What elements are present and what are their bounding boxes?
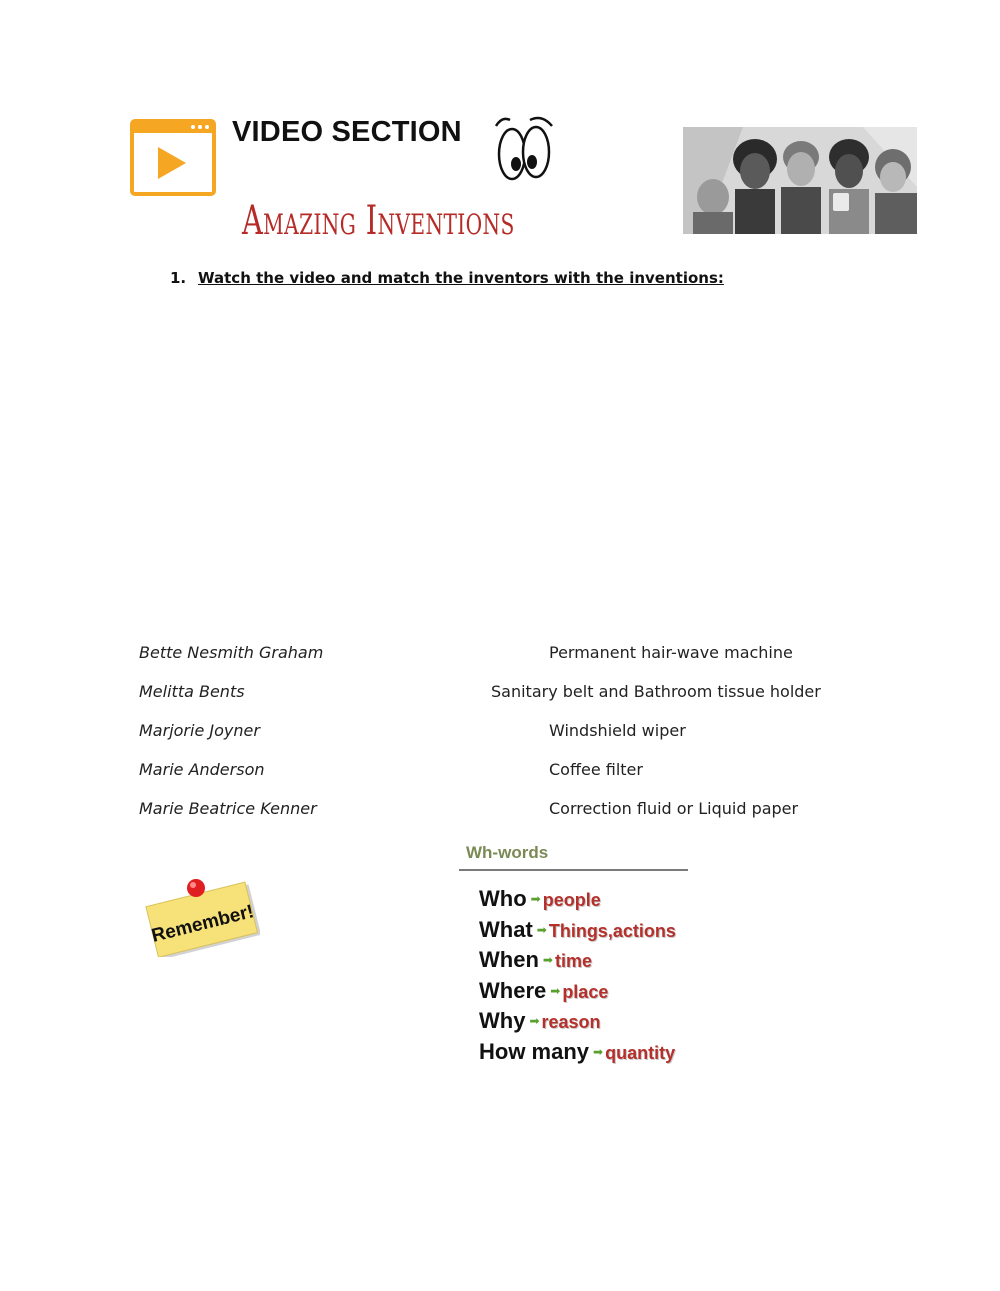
- wh-word: Where: [479, 978, 547, 1003]
- instruction-number: 1.: [170, 269, 187, 287]
- women-inventors-illustration: [683, 127, 917, 234]
- wh-word-row: [479, 947, 592, 973]
- remember-note-text: Remember!: [149, 901, 257, 947]
- arrow-right-icon: ➡: [529, 1014, 540, 1028]
- pin-icon: [187, 879, 205, 897]
- arrow-right-icon: ➡: [530, 892, 541, 906]
- wh-meaning: place: [562, 982, 609, 1002]
- invention-item: Correction fluid or Liquid paper: [549, 799, 799, 818]
- wh-meaning: reason: [541, 1012, 601, 1032]
- divider: [459, 869, 688, 871]
- invention-item: Coffee filter: [549, 760, 643, 779]
- wh-word: Who: [479, 886, 527, 911]
- page-title: VIDEO SECTION: [232, 116, 462, 148]
- wh-word: What: [479, 917, 533, 942]
- arrow-right-icon: ➡: [542, 953, 553, 967]
- remember-note: [140, 872, 260, 957]
- inventor-item: Bette Nesmith Graham: [139, 643, 324, 662]
- wh-meaning: time: [554, 951, 592, 971]
- wh-meaning: quantity: [605, 1043, 676, 1063]
- instruction-text: Watch the video and match the inventors with the inventions:: [198, 269, 724, 287]
- wh-word-row: [479, 886, 601, 912]
- wh-word-row: [479, 1008, 601, 1034]
- cartoon-eyes-icon: [492, 112, 556, 184]
- inventor-item: Melitta Bents: [139, 682, 245, 701]
- wh-word: When: [479, 947, 539, 972]
- wh-word-row: [479, 978, 608, 1004]
- arrow-right-icon: ➡: [536, 923, 547, 937]
- wh-meaning: Things,actions: [548, 921, 676, 941]
- wh-words-heading: Wh-words: [466, 843, 549, 862]
- worksheet-subtitle: Amazing Inventions: [242, 198, 515, 244]
- wh-word: Why: [479, 1008, 526, 1033]
- invention-item: Windshield wiper: [549, 721, 686, 740]
- arrow-right-icon: ➡: [593, 1045, 604, 1059]
- inventor-item: Marie Beatrice Kenner: [139, 799, 317, 818]
- wh-meaning: people: [542, 890, 601, 910]
- arrow-right-icon: ➡: [550, 984, 561, 998]
- inventor-item: Marjorie Joyner: [139, 721, 260, 740]
- wh-word-row: [479, 917, 676, 943]
- invention-item: Permanent hair-wave machine: [549, 643, 793, 662]
- wh-word-row: [479, 1039, 675, 1065]
- instruction: [170, 269, 724, 287]
- invention-item: Sanitary belt and Bathroom tissue holder: [491, 682, 821, 701]
- video-play-icon: [130, 119, 216, 196]
- inventor-item: Marie Anderson: [139, 760, 265, 779]
- wh-word: How many: [479, 1039, 590, 1064]
